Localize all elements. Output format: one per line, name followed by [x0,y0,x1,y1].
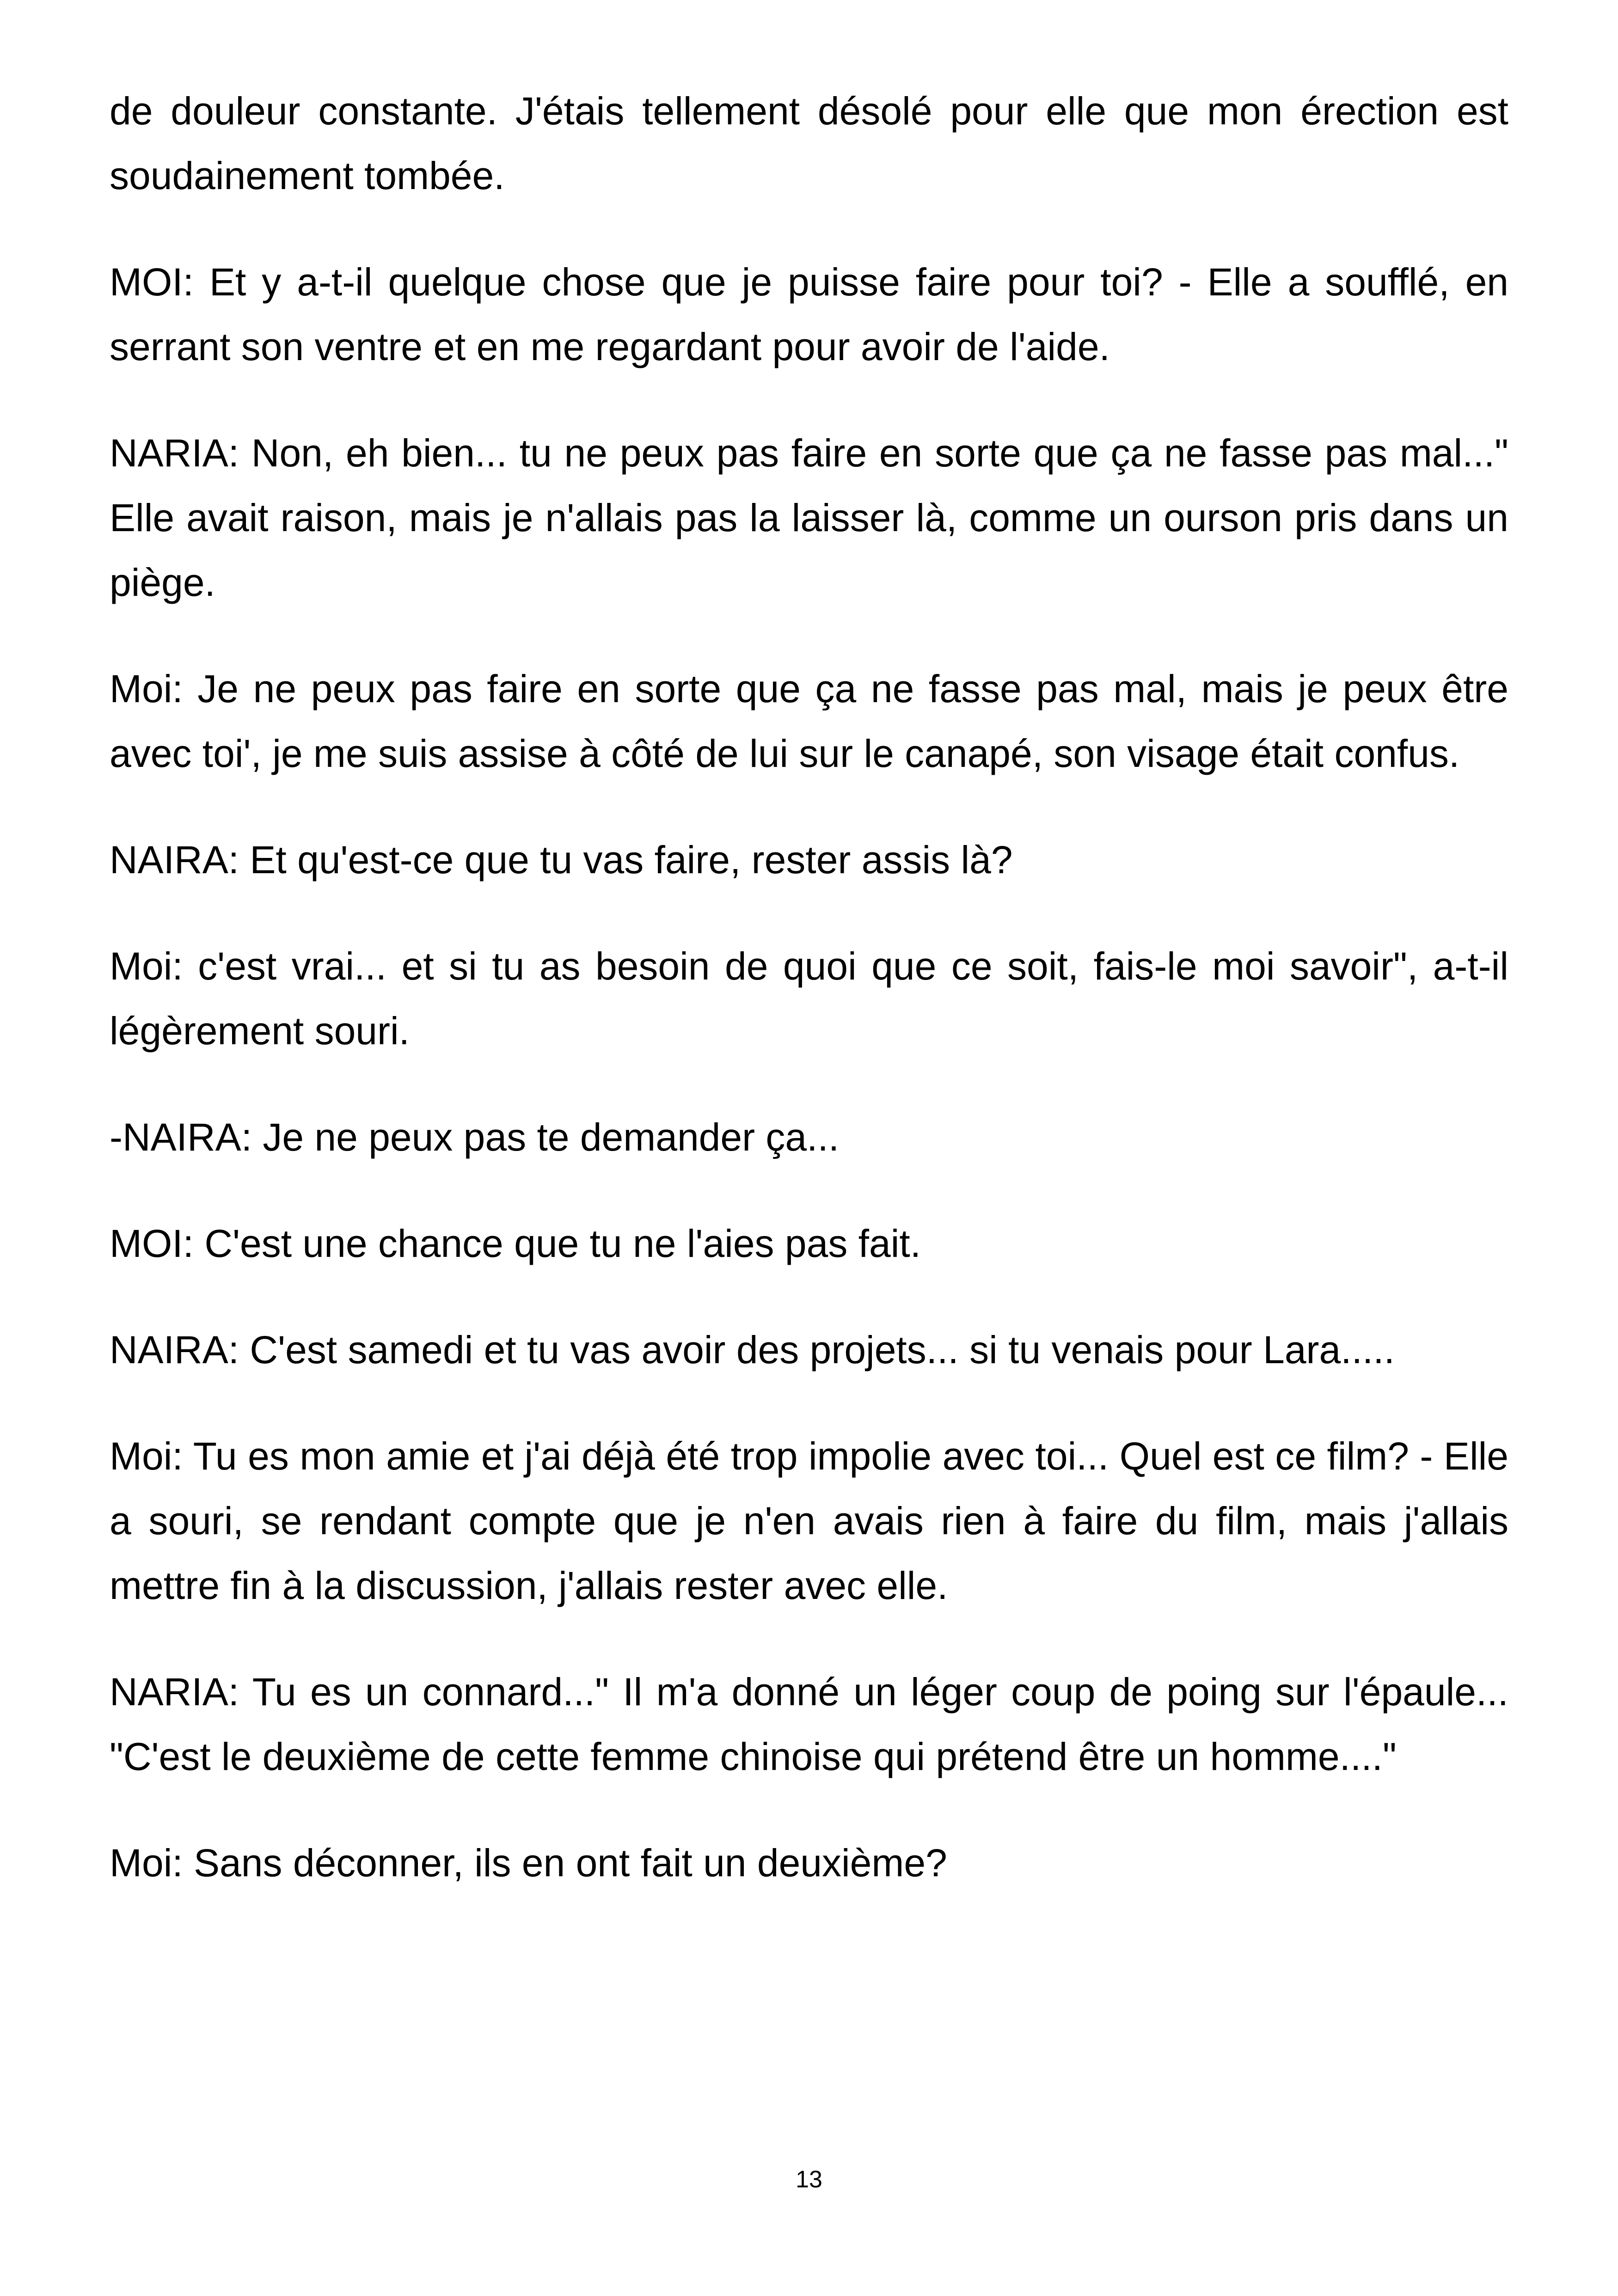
paragraph-11: NARIA: Tu es un connard..." Il m'a donné un léger coup de poing sur l'épaule... "C'est le deuxième de cette femme chinoise qui prétend être un homme...." [110,1670,1508,1778]
paragraph-4: Moi: Je ne peux pas faire en sorte que ça ne fasse pas mal, mais je peux être avec toi', je me suis assise à côté de lui sur le canapé, son visage était confus. [110,667,1508,775]
paragraph-6: Moi: c'est vrai... et si tu as besoin de quoi que ce soit, fais-le moi savoir", a-t-il légèrement souri. [110,944,1508,1053]
paragraph-9: NAIRA: C'est samedi et tu vas avoir des projets... si tu venais pour Lara..... [110,1328,1395,1371]
paragraph-1: de douleur constante. J'étais tellement désolé pour elle que mon érection est soudainement tombée. [110,89,1508,197]
page-body [110,79,1508,1937]
paragraph-7: -NAIRA: Je ne peux pas te demander ça... [110,1115,840,1159]
paragraph-5: NAIRA: Et qu'est-ce que tu vas faire, rester assis là? [110,838,1013,882]
paragraph-2: MOI: Et y a-t-il quelque chose que je puisse faire pour toi? - Elle a soufflé, en serrant son ventre et en me regardant pour avoir de l'aide. [110,260,1508,368]
page-number: 13 [796,2166,822,2193]
paragraph-8: MOI: C'est une chance que tu ne l'aies pas fait. [110,1222,921,1265]
paragraph-3: NARIA: Non, eh bien... tu ne peux pas faire en sorte que ça ne fasse pas mal..." Elle avait raison, mais je n'allais pas la laisser là, comme un ourson pris dans un piège. [110,431,1508,604]
paragraph-12: Moi: Sans déconner, ils en ont fait un deuxième? [110,1841,947,1885]
paragraph-10: Moi: Tu es mon amie et j'ai déjà été trop impolie avec toi... Quel est ce film? - Elle a souri, se rendant compte que je n'en avais rien à faire du film, mais j'allais mettre fin à la discussion, j'allais rester avec elle. [110,1434,1508,1607]
